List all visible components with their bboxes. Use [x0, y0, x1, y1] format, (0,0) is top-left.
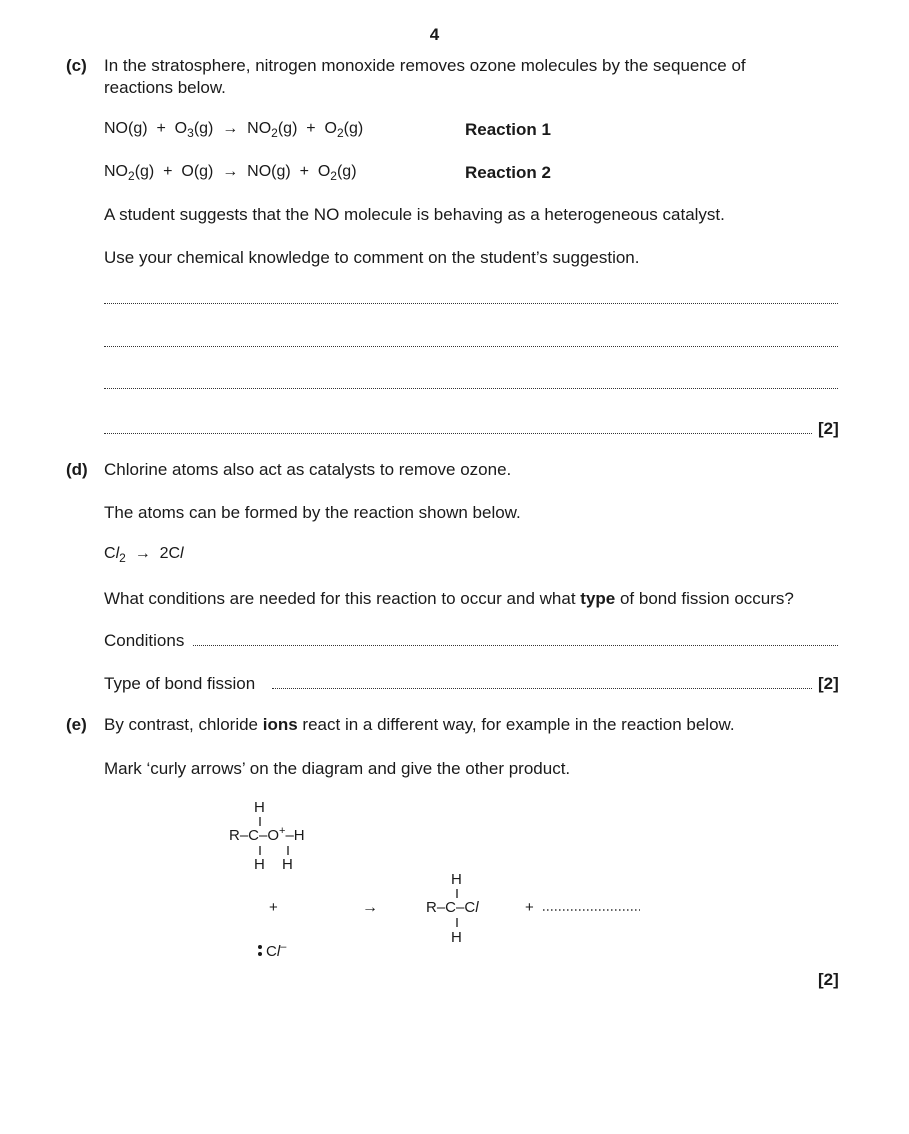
- lone-pair-dot-top: [258, 945, 262, 949]
- part-d-question-pre: What conditions are needed for this reaction to occur and what: [104, 589, 581, 608]
- part-d-formed-text: The atoms can be formed by the reaction shown below.: [104, 503, 521, 522]
- bond-fission-label: Type of bond fission: [104, 674, 256, 693]
- reactant-main: R–C–O+–H: [229, 825, 305, 844]
- chloride-ion: Cl–: [266, 941, 287, 960]
- part-d-equation: $Cl_2 \to 2Cl$: [104, 545, 184, 565]
- part-c-intro-line1: In the stratosphere, nitrogen monoxide removes ozone molecules by the sequence of: [104, 56, 746, 75]
- plus-sign-1: +: [269, 899, 278, 916]
- part-c-intro-line2: reactions below.: [104, 78, 226, 97]
- part-c-marks: [2]: [818, 419, 839, 438]
- conditions-label: Conditions: [104, 631, 185, 650]
- part-e-intro-pre: By contrast, chloride: [104, 715, 263, 734]
- reaction-arrow: →: [362, 899, 378, 916]
- reaction-1-equation: $NO(g) + O_3(g) \to NO_2(g) + O_2(g)$: [104, 120, 364, 140]
- reactant-bottom-h-o: H: [282, 856, 293, 873]
- page-number: 4: [429, 25, 440, 44]
- reaction-1-label: Reaction 1: [465, 120, 551, 139]
- part-c-statement: A student suggests that the NO molecule is behaving as a heterogeneous catalyst.: [104, 205, 725, 224]
- part-c-question: Use your chemical knowledge to comment on the student’s suggestion.: [104, 248, 640, 267]
- reaction-2-equation: $NO_2(g) + O(g) \to NO(g) + O_2(g)$: [104, 163, 357, 183]
- product-bottom-h: H: [451, 929, 462, 946]
- part-d-marks: [2]: [818, 674, 839, 693]
- part-d-question-post: of bond fission occurs?: [615, 589, 794, 608]
- part-d-intro: Chlorine atoms also act as catalysts to remove ozone.: [104, 460, 512, 479]
- part-e-intro-post: react in a different way, for example in the reaction below.: [297, 715, 735, 734]
- reactant-bottom-h-c: H: [254, 856, 265, 873]
- part-e-intro-bold: ions: [262, 715, 298, 734]
- reaction-2-label: Reaction 2: [465, 163, 551, 182]
- part-e-marks: [2]: [818, 970, 839, 989]
- part-e-label: (e): [66, 715, 87, 734]
- plus-sign-2: +: [525, 899, 534, 916]
- part-d-label: (d): [66, 460, 88, 479]
- product-top-h: H: [451, 871, 462, 888]
- lone-pair-dot-bottom: [258, 952, 262, 956]
- part-d-question-bold: type: [580, 589, 616, 608]
- product-main: R–C–Cl: [426, 899, 479, 916]
- part-e-instruction: Mark ‘curly arrows’ on the diagram and give the other product.: [104, 759, 571, 778]
- part-c-label: (c): [66, 56, 87, 75]
- reactant-top-h: H: [254, 799, 265, 816]
